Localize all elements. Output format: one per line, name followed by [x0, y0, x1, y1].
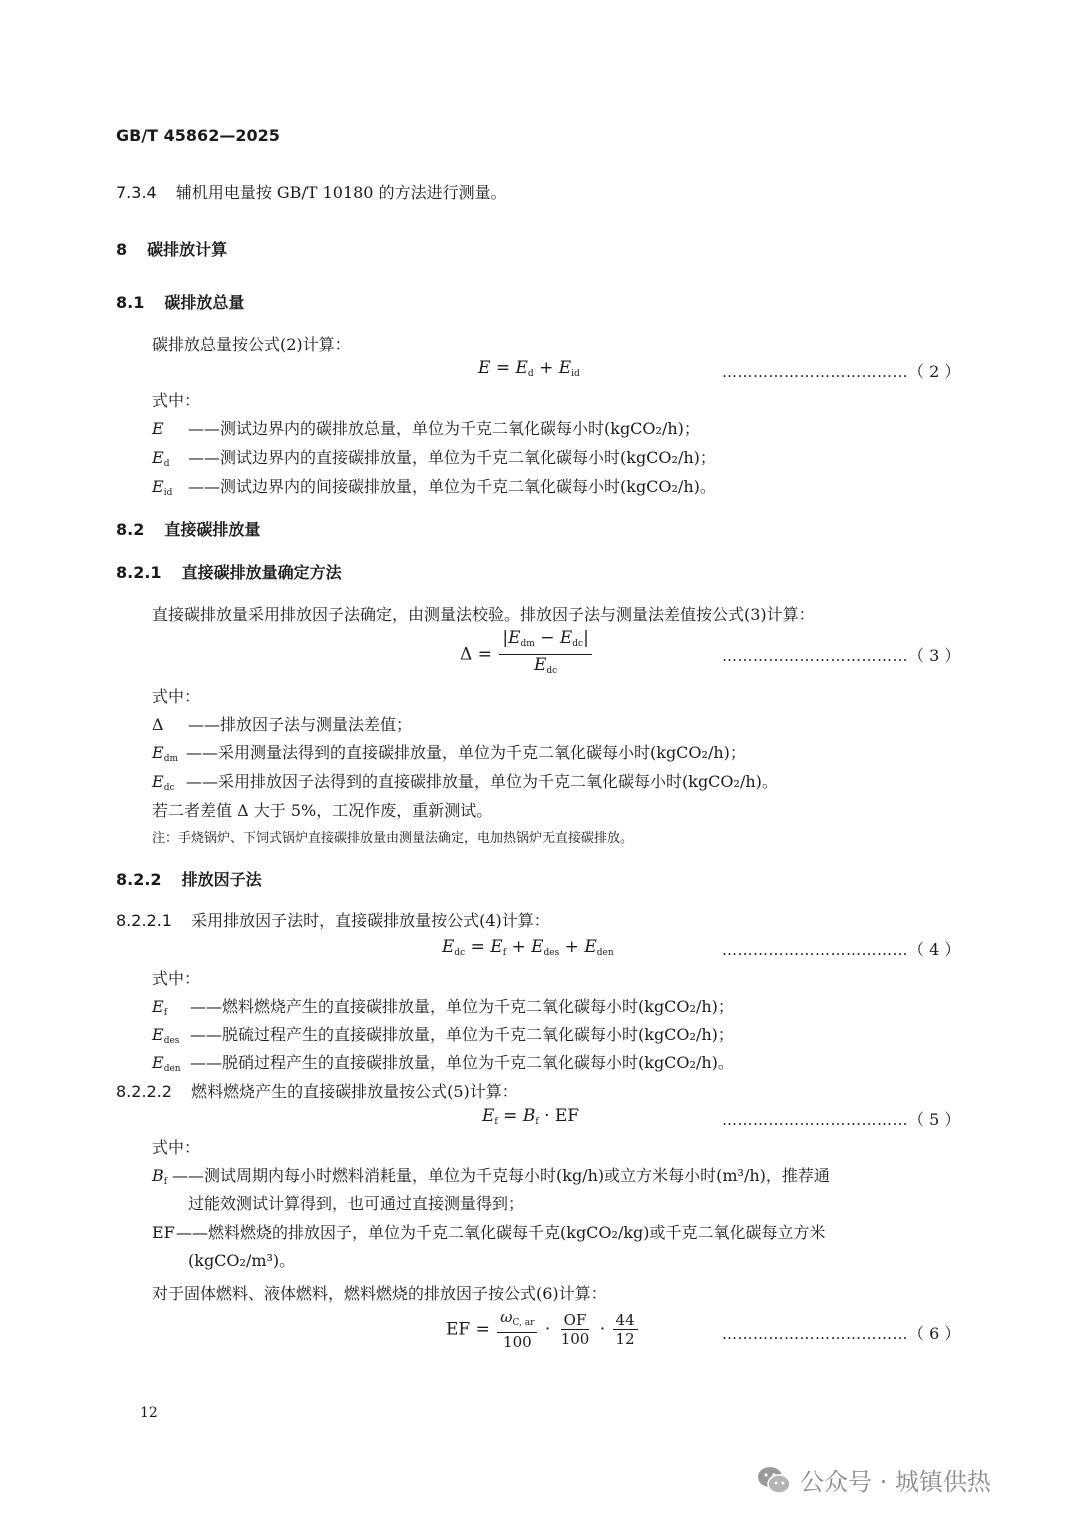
standard-number: GB/T 45862—2025: [116, 126, 280, 145]
def-Edc: $E_{dc}$ ——采用排放因子法得到的直接碳排放量，单位为千克二氧化碳每小时(kgCO₂/h)。: [152, 772, 778, 793]
formula-4: $E_{dc} = E_f + E_{des} + E_{den}$: [442, 937, 614, 958]
note: 注：手烧锅炉、下饲式锅炉直接碳排放量由测量法确定，电加热锅炉无直接碳排放。: [152, 831, 634, 846]
def-Ef: $E_f$ ——燃料燃烧产生的直接碳排放量，单位为千克二氧化碳每小时(kgCO₂/h)；: [152, 997, 734, 1018]
def-Edm: $E_{dm}$ ——采用测量法得到的直接碳排放量，单位为千克二氧化碳每小时(kgCO₂/h)；: [152, 743, 746, 764]
def-Bf-continued: 过能效测试计算得到，也可通过直接测量得到；: [188, 1194, 525, 1213]
def-EF: EF——燃料燃烧的排放因子，单位为千克二氧化碳每千克(kgCO₂/kg)或千克二氧化碳每立方米: [152, 1223, 826, 1242]
def-Eden: $E_{den}$ ——脱硝过程产生的直接碳排放量，单位为千克二氧化碳每小时(kgCO₂/h)。: [152, 1053, 734, 1074]
formula-6: EF = $\frac{\omega_{C, ar}}{100}$ · $\frac{OF}{100}$ · $\frac{44}{12}$: [446, 1308, 640, 1351]
formula-2: $E = E_d + E_{id}$: [478, 358, 580, 379]
watermark-text: 公众号 · 城镇供热: [800, 1468, 991, 1496]
def-Ed: $E_d$ ——测试边界内的直接碳排放量，单位为千克二氧化碳每小时(kgCO₂/h)；: [152, 448, 716, 469]
clause-8-2-2-1: 8.2.2.1 采用排放因子法时，直接碳排放量按公式(4)计算：: [116, 911, 550, 930]
formula-5-number: ………………………………（ 5 ）: [722, 1110, 961, 1129]
section-8-2-heading: 8.2 直接碳排放量: [116, 520, 261, 539]
formula-2-number: ………………………………（ 2 ）: [722, 362, 961, 381]
wechat-icon: [756, 1465, 792, 1495]
def-Bf: $B_f$ ——测试周期内每小时燃料消耗量，单位为千克每小时(kg/h)或立方米每小时(m³/h)，推荐通: [152, 1166, 830, 1187]
formula-5: $E_f = B_f$ · EF: [482, 1106, 580, 1127]
formula-3: Δ = $\frac{|E_{dm} - E_{dc}|}{E_{dc}}$: [460, 628, 594, 681]
where-label: 式中：: [152, 391, 201, 410]
section-8-1-intro: 碳排放总量按公式(2)计算：: [152, 335, 351, 354]
section-8-2-1-intro: 直接碳排放量采用排放因子法确定，由测量法校验。排放因子法与测量法差值按公式(3)计算：: [152, 605, 815, 624]
formula-4-number: ………………………………（ 4 ）: [722, 940, 961, 959]
section-8-1-heading: 8.1 碳排放总量: [116, 293, 245, 312]
formula-3-number: ………………………………（ 3 ）: [722, 646, 961, 665]
where-label: 式中：: [152, 1138, 201, 1157]
def-delta: Δ ——排放因子法与测量法差值；: [152, 715, 413, 734]
watermark: [756, 1462, 991, 1497]
rule-text: 若二者差值 Δ 大于 5%，工况作废，重新测试。: [152, 801, 493, 820]
where-label: 式中：: [152, 969, 201, 988]
def-EF-continued: (kgCO₂/m³)。: [188, 1251, 296, 1270]
clause-8-2-2-2: 8.2.2.2 燃料燃烧产生的直接碳排放量按公式(5)计算：: [116, 1082, 518, 1101]
page-number: 12: [140, 1405, 158, 1421]
def-Edes: $E_{des}$ ——脱硫过程产生的直接碳排放量，单位为千克二氧化碳每小时(kgCO₂/h)；: [152, 1025, 734, 1046]
def-Eid: $E_{id}$ ——测试边界内的间接碳排放量，单位为千克二氧化碳每小时(kgCO₂/h)。: [152, 477, 716, 498]
where-label: 式中：: [152, 687, 201, 706]
section-8-2-2-heading: 8.2.2 排放因子法: [116, 870, 262, 889]
solid-liquid-intro: 对于固体燃料、液体燃料，燃料燃烧的排放因子按公式(6)计算：: [152, 1284, 607, 1303]
section-8-heading: 8 碳排放计算: [116, 240, 228, 259]
formula-6-number: ………………………………（ 6 ）: [722, 1324, 961, 1343]
section-8-2-1-heading: 8.2.1 直接碳排放量确定方法: [116, 563, 342, 582]
def-E: E ——测试边界内的碳排放总量，单位为千克二氧化碳每小时(kgCO₂/h)；: [152, 419, 700, 438]
clause-7-3-4: 7.3.4 辅机用电量按 GB/T 10180 的方法进行测量。: [116, 183, 507, 202]
